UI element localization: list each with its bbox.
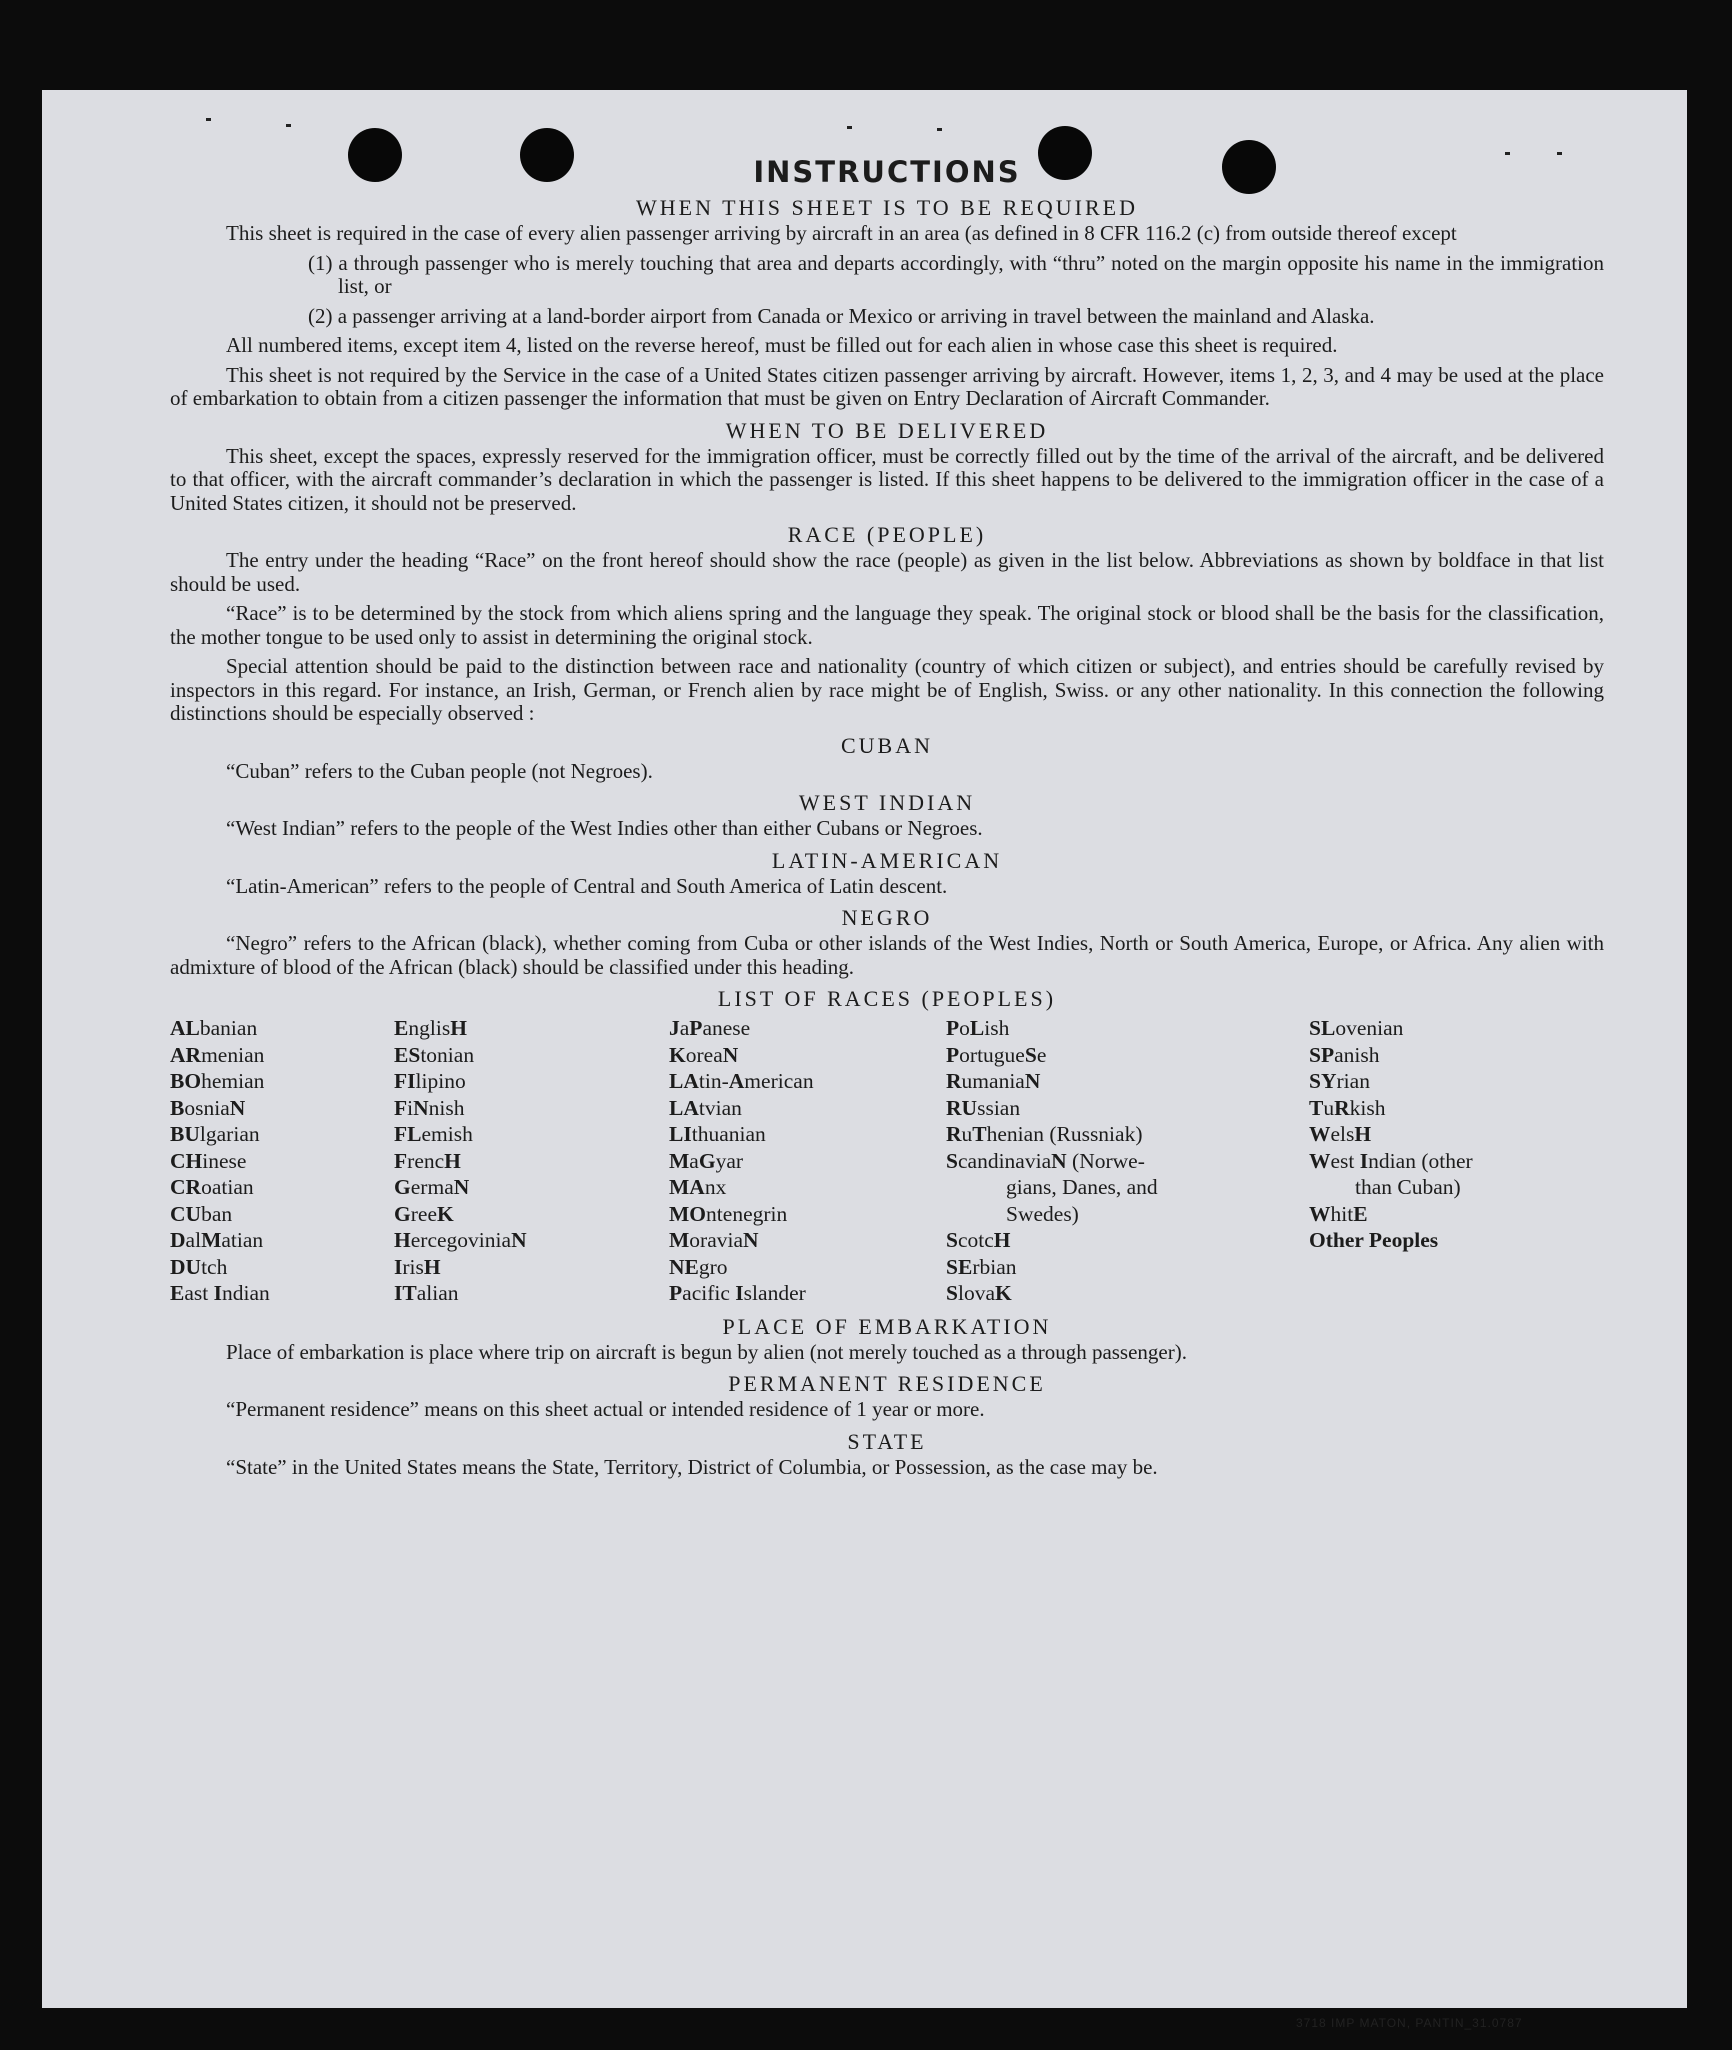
- race-list: [170, 1015, 1604, 1307]
- speck: [937, 128, 942, 131]
- speck: [847, 126, 852, 129]
- race-item: GermaN: [394, 1175, 470, 1199]
- section-heading-cuban: CUBAN: [840, 732, 933, 758]
- race-item: SlovaK: [946, 1281, 1012, 1305]
- race-item: SLovenian: [1309, 1016, 1404, 1040]
- race-item: ARmenian: [170, 1042, 265, 1067]
- list-item: (1) a through passenger who is merely touching that area and departs accordingly, with “thru” noted on the margin opposite his name in the immigration list, or: [308, 250, 1604, 298]
- race-item: LAtvian: [669, 1095, 742, 1120]
- race-item: NEgro: [669, 1254, 728, 1279]
- section-heading-state: STATE: [847, 1428, 927, 1454]
- race-column: [669, 1015, 946, 1307]
- race-item: TuRkish: [1309, 1095, 1386, 1120]
- race-item: CUban: [170, 1201, 233, 1226]
- paragraph: This sheet is required in the case of every alien passenger arriving by aircraft in an area (as defined in 8 CFR 116.2 (c) from outside thereof except: [226, 221, 1457, 245]
- race-item: SPanish: [1309, 1042, 1380, 1067]
- section-heading-list-of-races: LIST OF RACES (PEOPLES): [717, 986, 1057, 1011]
- race-item: BUlgarian: [170, 1122, 260, 1146]
- race-item: West Indian (other: [1309, 1148, 1473, 1173]
- race-item: Pacific Islander: [669, 1281, 806, 1305]
- race-item: MoraviaN: [669, 1228, 759, 1252]
- race-item: IrisH: [394, 1254, 441, 1279]
- speck: [286, 124, 291, 127]
- race-column: [1309, 1015, 1604, 1307]
- race-item: SYrian: [1309, 1069, 1370, 1093]
- race-item: ScandinaviaN (Norwe-: [946, 1148, 1145, 1173]
- race-item: JaPanese: [669, 1016, 751, 1040]
- page-title: INSTRUCTIONS: [753, 155, 1021, 189]
- paragraph: “State” in the United States means the State, Territory, District of Columbia, or Possession, as the case may be.: [226, 1454, 1158, 1479]
- race-item: Swedes): [1006, 1201, 1079, 1226]
- race-item: RumaniaN: [946, 1069, 1041, 1093]
- race-item: FIlipino: [394, 1069, 466, 1093]
- section-heading-when-delivered: WHEN TO BE DELIVERED: [725, 417, 1049, 443]
- race-item: than Cuban): [1355, 1175, 1461, 1199]
- race-item: Other Peoples: [1309, 1228, 1439, 1252]
- race-item: ScotcH: [946, 1228, 1011, 1252]
- race-column: [170, 1015, 394, 1307]
- race-item: FLemish: [394, 1122, 473, 1146]
- section-heading-race: RACE (PEOPLE): [787, 522, 987, 547]
- race-item: LIthuanian: [669, 1122, 766, 1146]
- race-item: gians, Danes, and: [1006, 1175, 1158, 1199]
- race-item: HercegoviniaN: [394, 1228, 527, 1252]
- race-column: [946, 1015, 1309, 1307]
- section-heading-latin-american: LATIN-AMERICAN: [771, 847, 1003, 873]
- race-item: PoLish: [946, 1016, 1010, 1040]
- list-item: (2) a passenger arriving at a land-border airport from Canada or Mexico or arriving in travel between the mainland and Alaska.: [308, 303, 1375, 328]
- paragraph: “Race” is to be determined by the stock from which aliens spring and the language they speak. The original stock or blood shall be the basis for the classification, the mother tongue to be used only to assist in determining the original stock.: [170, 601, 1604, 649]
- paragraph: This sheet, except the spaces, expressly reserved for the immigration officer, must be correctly filled out by the time of the arrival of the aircraft, and be delivered to that officer, with the aircraft commander’s declaration in which the passenger is listed. If this sheet happens to be delivered to the immigration officer in the case of a United States citizen, it should not be preserved.: [170, 443, 1604, 515]
- race-column: [394, 1015, 669, 1307]
- race-item: East Indian: [170, 1281, 270, 1305]
- race-item: WelsH: [1309, 1122, 1372, 1146]
- race-item: BOhemian: [170, 1069, 265, 1093]
- section-heading-residence: PERMANENT RESIDENCE: [728, 1371, 1046, 1396]
- race-item: RUssian: [946, 1095, 1021, 1120]
- section-heading-embarkation: PLACE OF EMBARKATION: [722, 1313, 1052, 1339]
- paragraph: Special attention should be paid to the distinction between race and nationality (country of which citizen or subject), and entries should be carefully revised by inspectors in this regard. For instance, an Irish, German, or French alien by race might be of English, Swiss. or any other nationality. In this connection the following distinctions should be especially observed :: [170, 654, 1604, 725]
- race-item: FrencH: [394, 1148, 461, 1173]
- paragraph: “West Indian” refers to the people of the West Indies other than either Cubans or Negroes.: [226, 816, 983, 840]
- paragraph: “Cuban” refers to the Cuban people (not Negroes).: [226, 758, 653, 783]
- printer-note: 3718 IMP MATON, PANTIN_31.0787: [1296, 2016, 1523, 2030]
- race-item: CRoatian: [170, 1175, 254, 1199]
- race-item: MOntenegrin: [669, 1201, 788, 1226]
- race-item: SErbian: [946, 1254, 1017, 1279]
- race-item: BosniaN: [170, 1095, 246, 1120]
- paragraph: “Permanent residence” means on this sheet actual or intended residence of 1 year or more.: [226, 1397, 985, 1421]
- paragraph: “Latin-American” refers to the people of Central and South America of Latin descent.: [226, 873, 948, 898]
- paragraph: Place of embarkation is place where trip on aircraft is begun by alien (not merely touched as a through passenger).: [226, 1339, 1187, 1364]
- race-item: MaGyar: [669, 1148, 744, 1173]
- race-item: ALbanian: [170, 1016, 258, 1040]
- paragraph: All numbered items, except item 4, listed on the reverse hereof, must be filled out for each alien in whose case this sheet is required.: [226, 333, 1338, 357]
- race-item: DUtch: [170, 1254, 228, 1279]
- race-item: FiNnish: [394, 1095, 465, 1120]
- race-item: KoreaN: [669, 1042, 739, 1067]
- section-heading-negro: NEGRO: [841, 905, 933, 930]
- race-item: WhitE: [1309, 1201, 1368, 1226]
- race-item: GreeK: [394, 1201, 454, 1226]
- race-item: EStonian: [394, 1042, 475, 1067]
- instructions-content: [170, 150, 1604, 1485]
- speck: [206, 118, 211, 121]
- race-item: ITalian: [394, 1281, 459, 1305]
- paragraph: This sheet is not required by the Service in the case of a United States citizen passenger arriving by aircraft. However, items 1, 2, 3, and 4 may be used at the place of embarkation to obtain from a citizen passenger the information that must be given on Entry Declaration of Aircraft Commander.: [170, 362, 1604, 410]
- race-item: LAtin-American: [669, 1069, 814, 1093]
- paragraph: “Negro” refers to the African (black), whether coming from Cuba or other islands of the West Indies, North or South America, Europe, or Africa. Any alien with admixture of blood of the African (black) should be classified under this heading.: [170, 931, 1604, 979]
- race-item: MAnx: [669, 1175, 727, 1199]
- race-item: EnglisH: [394, 1016, 467, 1040]
- section-heading-west-indian: WEST INDIAN: [798, 790, 976, 815]
- race-item: RuThenian (Russniak): [946, 1122, 1143, 1146]
- race-item: DalMatian: [170, 1228, 264, 1252]
- document-sheet: [42, 90, 1687, 2030]
- race-item: PortugueSe: [946, 1042, 1047, 1067]
- section-heading-when-required: WHEN THIS SHEET IS TO BE REQUIRED: [636, 195, 1138, 220]
- paragraph: The entry under the heading “Race” on the front hereof should show the race (people) as given in the list below. Abbreviations as shown by boldface in that list should be used.: [170, 548, 1604, 596]
- race-item: CHinese: [170, 1148, 247, 1173]
